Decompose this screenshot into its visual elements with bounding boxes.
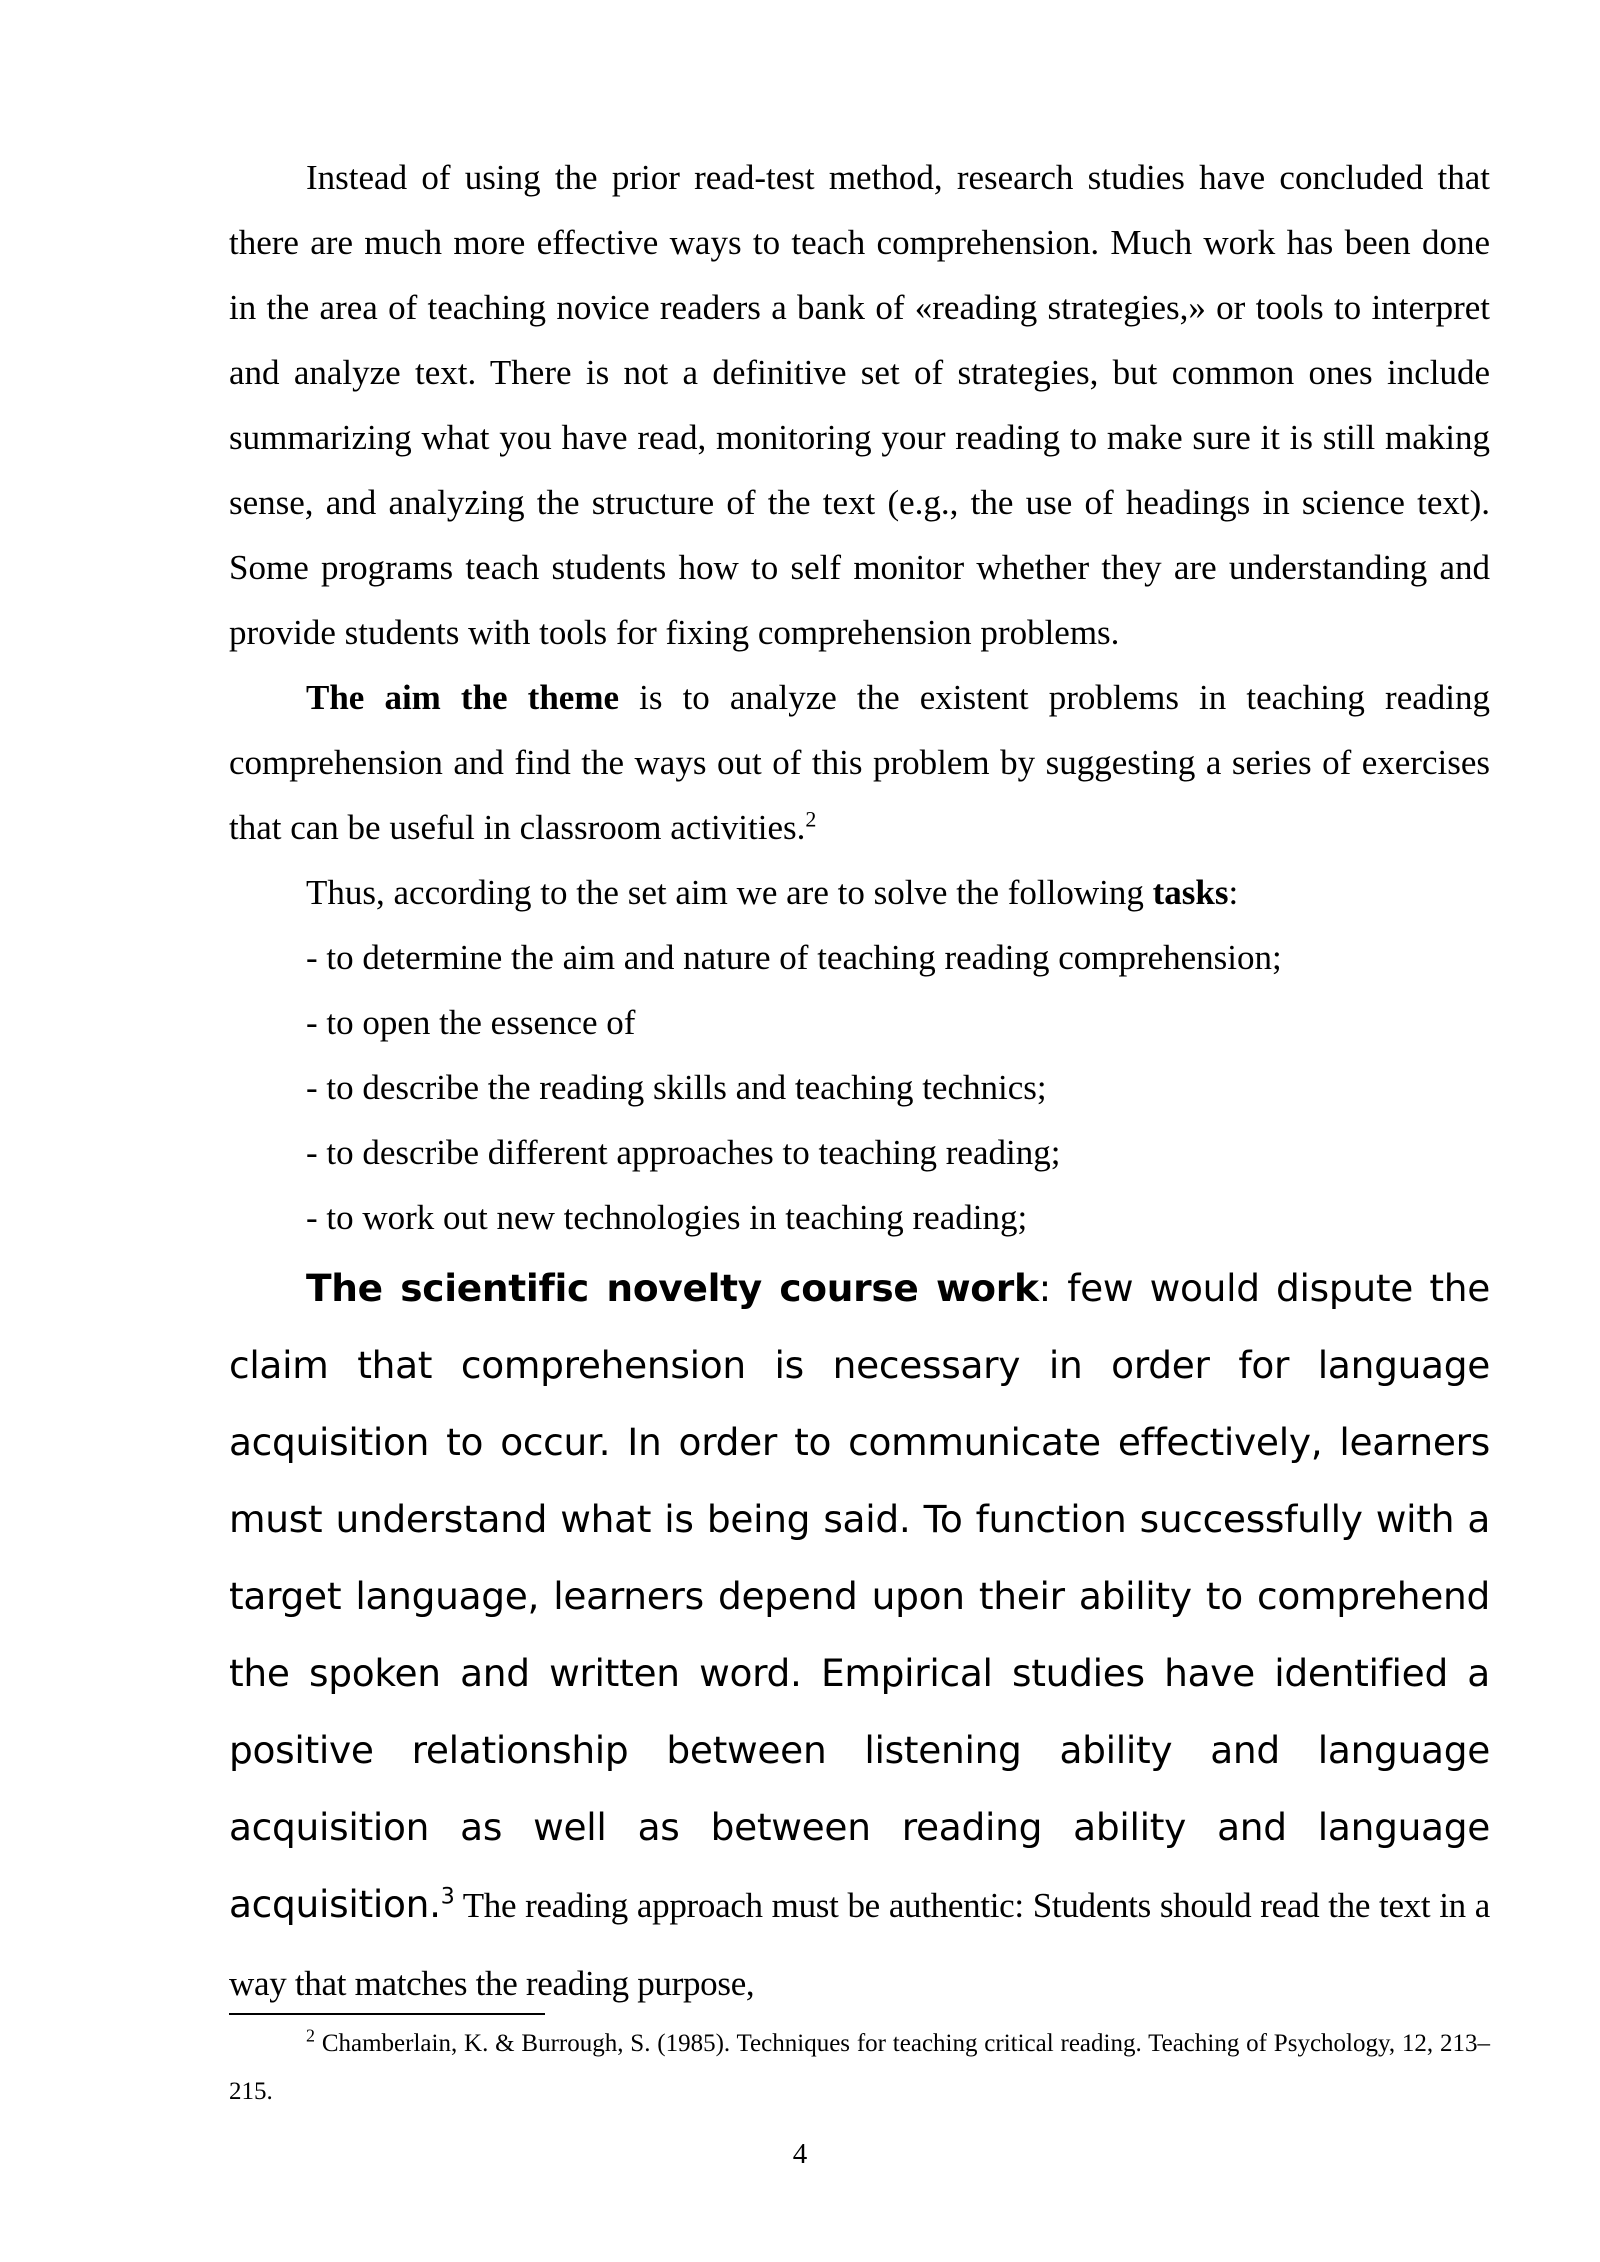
paragraph-scientific-novelty	[229, 1250, 1490, 2022]
task-item: - to describe the reading skills and teaching technics;	[306, 1068, 1047, 1107]
tasks-intro-text: Thus, according to the set aim we are to solve the following	[306, 873, 1153, 912]
footnote-separator	[229, 2013, 545, 2015]
tasks-colon: :	[1228, 873, 1239, 912]
footnote-ref-2[interactable]: 2	[805, 806, 817, 832]
task-item: - to determine the aim and nature of teaching reading comprehension;	[306, 938, 1282, 977]
aim-bold-lead: The aim the theme	[306, 678, 620, 717]
paragraph-aim	[229, 665, 1490, 860]
novelty-bold-lead: The scientific novelty course work	[306, 1266, 1039, 1310]
novelty-tail-text: The reading approach must be authentic: Students should read the text in a way that matches the reading purpose,	[229, 1886, 1490, 2003]
footnote-ref-3[interactable]: 3	[440, 1884, 455, 1910]
paragraph-reading-strategies	[229, 145, 1490, 665]
footnote-2	[229, 2020, 1490, 2116]
paragraph-1-text: Instead of using the prior read-test method, research studies have concluded that there are much more effective ways to teach comprehension. Much work has been done in the area of teaching novice readers a bank of «reading strategies,» or tools to interpret and analyze text. There is not a definitive set of strategies, but common ones include summarizing what you have read, monitoring your reading to make sure it is still making sense, and analyzing the structure of the text (e.g., the use of headings in science text). Some programs teach students how to self monitor whether they are understanding and provide students with tools for fixing comprehension problems.	[229, 158, 1490, 652]
task-item: - to describe different approaches to teaching reading;	[306, 1133, 1061, 1172]
tasks-bold-word: tasks	[1152, 873, 1229, 912]
task-item: - to work out new technologies in teaching reading;	[306, 1198, 1028, 1237]
body-text	[229, 145, 1490, 2022]
aim-text: is to analyze the existent problems in teaching reading comprehension and find the ways out of this problem by suggesting a series of exercises that can be useful in classroom activities.	[229, 678, 1490, 847]
footnote-text: Chamberlain, K. & Burrough, S. (1985). Techniques for teaching critical reading. Teaching of Psychology, 12, 213–215.	[229, 2030, 1490, 2105]
page-number: 4	[792, 2138, 808, 2170]
task-item: - to open the essence of	[306, 1003, 636, 1042]
paragraph-tasks-intro	[229, 860, 1490, 925]
footnote-number: 2	[306, 2025, 315, 2046]
novelty-text: : few would dispute the claim that comprehension is necessary in order for language acquisition to occur. In order to communicate effectively, learners must understand what is being said. To function successfully with a target language, learners depend upon their ability to comprehend the spoken and written word. Empirical studies have identified a positive relationship between listening ability and language acquisition as well as between reading ability and language acquisition.	[229, 1266, 1491, 1926]
